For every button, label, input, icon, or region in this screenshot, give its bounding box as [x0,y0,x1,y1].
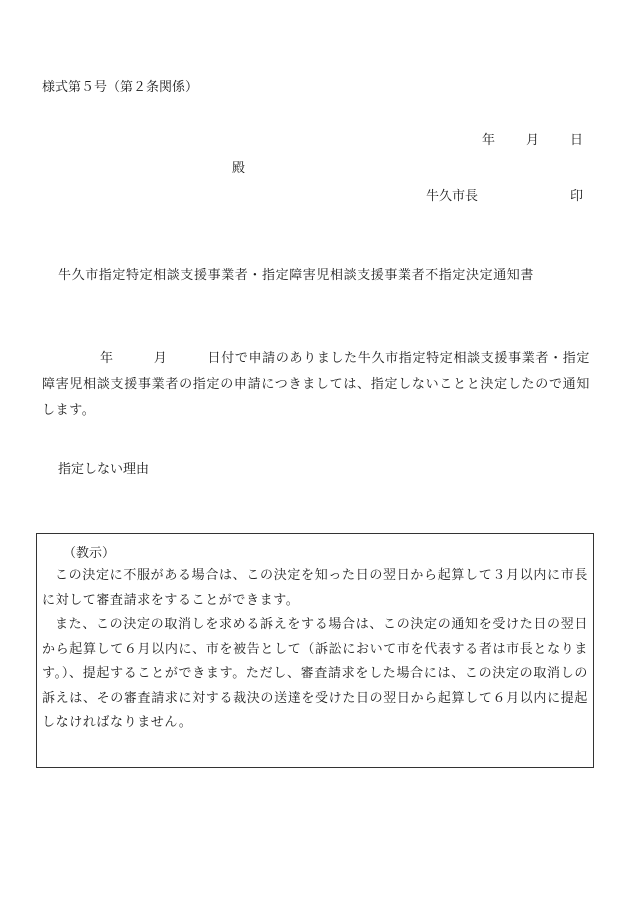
date-year-label: 年 [482,133,496,148]
notice-text [42,564,588,736]
notice-box [36,533,594,768]
addressee-suffix: 殿 [232,161,246,176]
body-month-label: 月 [153,351,168,366]
date-month-label: 月 [526,133,540,148]
seal-mark: 印 [570,189,584,204]
body-paragraph [42,346,590,424]
body-year-label: 年 [100,351,114,366]
body-text: 日付で申請のありました牛久市指定特定相談支援事業者・指定障害児相談支援事業者の指定の申請につきましては、指定しないことと決定したので通知します。 [42,351,590,418]
date-day-label: 日 [570,133,584,148]
issuer-name: 牛久市長 [426,189,479,204]
notice-paragraph: また、この決定の取消しを求める訴えをする場合は、この決定の通知を受けた日の翌日から起算して６月以内に、市を被告として（訴訟において市を代表する者は市長となります。）、提起することができます。ただし、審査請求をした場合には、この決定の取消しの訴えは、その審査請求に対する裁決の送達を受けた日の翌日から起算して６月以内に提起しなければなりません。 [42,617,588,730]
reason-label: 指定しない理由 [58,462,150,477]
form-number-label: 様式第５号（第２条関係） [42,80,199,95]
notice-heading: （教示） [63,546,116,561]
document-title: 牛久市指定特定相談支援事業者・指定障害児相談支援事業者不指定決定通知書 [58,268,535,283]
notice-paragraph: この決定に不服がある場合は、この決定を知った日の翌日から起算して３月以内に市長に対して審査請求をすることができます。 [42,568,588,608]
